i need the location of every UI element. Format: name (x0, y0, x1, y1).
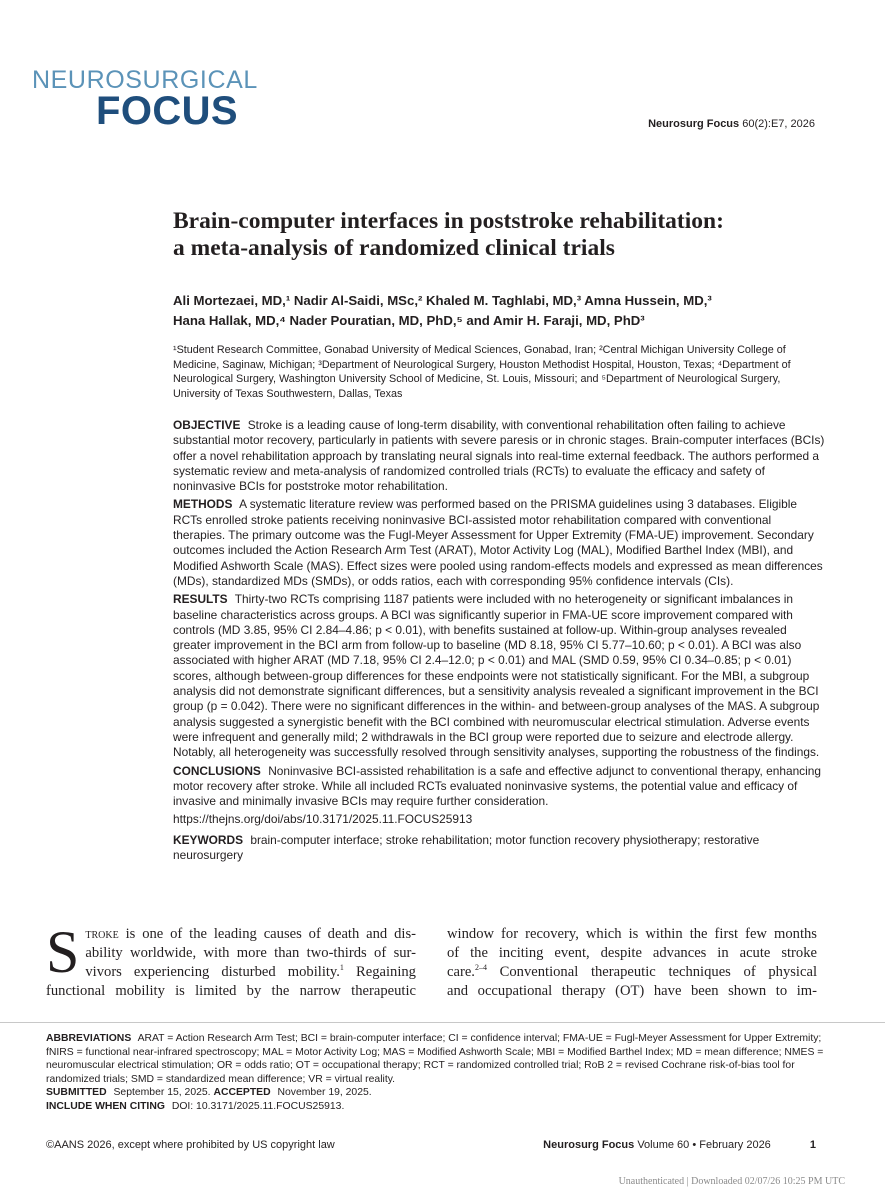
citation-journal-name: Neurosurg Focus (648, 118, 740, 130)
abbreviations-text: ARAT = Action Research Arm Test; BCI = brain-computer interface; CI = confidence interval; FMA-UE = Fugl-Meyer Assessment for Upper Extremity; fNIRS = functional near-infrared spectroscopy; MAL = Motor Activity Log; MAS = Modified Ashworth Scale; MBI = Modified Barthel Index; MD = mean difference; NMES = neuromuscular electrical stimulation; OR = odds ratio; OT = occupational therapy; RCT = randomized controlled trial; RoB 2 = revised Cochrane risk-of-bias tool for randomized trials; SMD = standardized mean difference; VR = virtual reality. (46, 1033, 824, 1085)
page-number: 1 (809, 1139, 816, 1151)
footnotes (46, 1032, 826, 1114)
keywords-label: KEYWORDS (173, 832, 244, 847)
body-text: Regaining (343, 964, 416, 980)
title-line-1: Brain-computer interfaces in poststroke rehabilitation: (173, 208, 724, 234)
body-line (447, 963, 817, 982)
submitted-label: SUBMITTED (46, 1087, 107, 1099)
keywords-text: brain-computer interface; stroke rehabilitation; motor function recovery physiotherapy; restorative neurosurgery (173, 832, 760, 863)
body-text: vivors experiencing disturbed mobility. (85, 964, 340, 980)
results-text: Thirty-two RCTs comprising 1187 patients were included with no heterogeneity or significant imbalances in baseline characteristics across groups. A BCI was significantly superior in FMA-UE score improvement compared with controls (MD 3.85, 95% CI 2.84–4.86; p < 0.01), with benefits sustained at follow-up. Within-group analyses revealed greater improvement in the BCI arm from follow-up to baseline (MD 8.18, 95% CI 5.77–10.60; p < 0.01). A BCI was also associated with higher ARAT (MD 7.18, 95% CI 2.4–12.0; p < 0.01) and MAL (SMD 0.59, 95% CI 0.34–0.85; p < 0.01) scores, although between-group differences for these endpoints were not statistically significant. For the MBI, a subgroup analysis did not demonstrate significant differences, but a sensitivity analysis revealed a significant improvement in the BCI group (p = 0.042). There were no significant differences in the within- and between-group analyses of the MAS. A subgroup analysis suggested a synergistic benefit with the BCI combined with neuromuscular electrical stimulation. Adverse events were infrequent and generally mild; 2 withdrawals in the BCI group were reported due to seizure and electrode allergy. Notably, all heterogeneity was successfully resolved through sensitivity analyses, supporting the robustness of the findings. (173, 592, 820, 760)
methods-label: METHODS (173, 497, 233, 512)
reference-marker[interactable]: 1 (339, 963, 344, 973)
conclusions-label: CONCLUSIONS (173, 763, 261, 778)
download-stamp: Unauthenticated | Downloaded 02/07/26 10:25 PM UTC (618, 1176, 845, 1187)
methods-text: A systematic literature review was performed based on the PRISMA guidelines using 3 databases. Eligible RCTs enrolled stroke patients receiving noninvasive BCI-assisted motor rehabilitation compared with conventional therapies. The primary outcome was the Fugl-Meyer Assessment for Upper Extremity (FMA-UE) improvement. Secondary outcomes included the Action Research Arm Test (ARAT), Motor Activity Log (MAL), Modified Barthel Index (MBI), and Modified Ashworth Scale (MAS). Effect sizes were pooled using random-effects models and expressed as mean differences (MDs), standardized MDs (SMDs), or odds ratios, each with corresponding 95% confidence intervals (CIs). (173, 497, 823, 588)
body-line: of the inciting event, despite advances in acute stroke (447, 945, 817, 961)
doi-link[interactable]: https://thejns.org/doi/abs/10.3171/2025.11.FOCUS25913 (173, 812, 473, 827)
results-label: RESULTS (173, 592, 228, 607)
conclusions-text: Noninvasive BCI-assisted rehabilitation is a safe and effective adjunct to conventional therapy, enhancing motor recovery after stroke. While all included RCTs evaluated noninvasive systems, the potential value and efficacy of invasive and minimally invasive BCIs may require further consideration. (173, 763, 821, 809)
body-column-right (447, 925, 817, 1001)
dates-note (46, 1086, 826, 1100)
citation-detail: 60(2):E7, 2026 (742, 118, 815, 130)
journal-citation (648, 118, 815, 130)
footer-journal-name: Neurosurg Focus (543, 1139, 635, 1151)
journal-logo (32, 66, 258, 133)
affiliations: ¹Student Research Committee, Gonabad University of Medical Sciences, Gonabad, Iran; ²Central Michigan University College of Medicine, Saginaw, Michigan; ³Department of Neurological Surgery, Houston Methodist Hospital, Houston, Texas; ⁴Department of Neurological Surgery, Washington University School of Medicine, St. Louis, Missouri; and ⁵Department of Neurological Surgery, University of Texas Southwestern, Dallas, Texas (173, 344, 791, 400)
abstract-methods (173, 497, 825, 589)
body-line: functional mobility is limited by the narrow therapeutic (46, 983, 416, 999)
abstract-conclusions (173, 764, 825, 810)
author-list (173, 291, 833, 331)
objective-text: Stroke is a leading cause of long-term disability, with conventional rehabilitation often failing to achieve substantial motor recovery, particularly in patients with severe paresis or in chronic stages. Brain-computer interfaces (BCIs) offer a novel rehabilitation approach by translating neural signals into real-time external feedback. The authors performed a systematic review and meta-analysis of randomized controlled trials (RCTs) to evaluate the efficacy and safety of noninvasive BCIs for poststroke motor rehabilitation. (173, 418, 825, 494)
body-text: care. (447, 964, 475, 980)
body-line: window for recovery, which is within the first few months (447, 926, 817, 942)
copyright-text: ©AANS 2026, except where prohibited by US copyright law (46, 1139, 335, 1151)
title-line-2: a meta-analysis of randomized clinical trials (173, 235, 615, 261)
footer-volume: Volume 60 • February 2026 (637, 1139, 771, 1151)
accepted-label: ACCEPTED (213, 1087, 271, 1099)
abbreviations-note (46, 1032, 826, 1086)
authors-line-1: Ali Mortezaei, MD,¹ Nadir Al-Saidi, MSc,² Khaled M. Taghlabi, MD,³ Amna Hussein, MD,³ (173, 293, 712, 308)
small-caps-word: troke (85, 926, 119, 942)
citing-doi: DOI: 10.3171/2025.11.FOCUS25913. (171, 1100, 345, 1112)
body-text: Conventional therapeutic techniques of physical (486, 964, 817, 980)
body-line: ability worldwide, with more than two-thirds of sur- (85, 945, 416, 961)
logo-bottom-text: FOCUS (96, 89, 238, 133)
body-line (46, 925, 416, 944)
body-line (46, 963, 416, 982)
body-text: is one of the leading causes of death and dis- (118, 926, 416, 942)
abstract-results (173, 592, 825, 760)
drop-cap: S (46, 919, 80, 985)
authors-line-2: Hana Hallak, MD,⁴ Nader Pouratian, MD, PhD,⁵ and Amir H. Faraji, MD, PhD³ (173, 313, 645, 328)
abstract-keywords (173, 833, 825, 864)
objective-label: OBJECTIVE (173, 418, 241, 432)
reference-marker[interactable]: 2–4 (474, 963, 487, 973)
logo-top-text: NEUROSURGICAL (32, 66, 258, 94)
abstract-objective (173, 418, 825, 494)
accepted-date: November 19, 2025. (277, 1087, 372, 1099)
body-line: and occupational therapy (OT) have been shown to im- (447, 983, 817, 999)
abstract (173, 418, 825, 866)
citing-label: INCLUDE WHEN CITING (46, 1100, 165, 1112)
abbreviations-label: ABBREVIATIONS (46, 1033, 132, 1044)
footnote-divider (0, 1022, 885, 1023)
citing-note (46, 1100, 826, 1114)
body-column-left (46, 919, 416, 1001)
footer-citation (543, 1139, 816, 1151)
submitted-date: September 15, 2025. (113, 1087, 211, 1099)
article-title (173, 208, 823, 262)
